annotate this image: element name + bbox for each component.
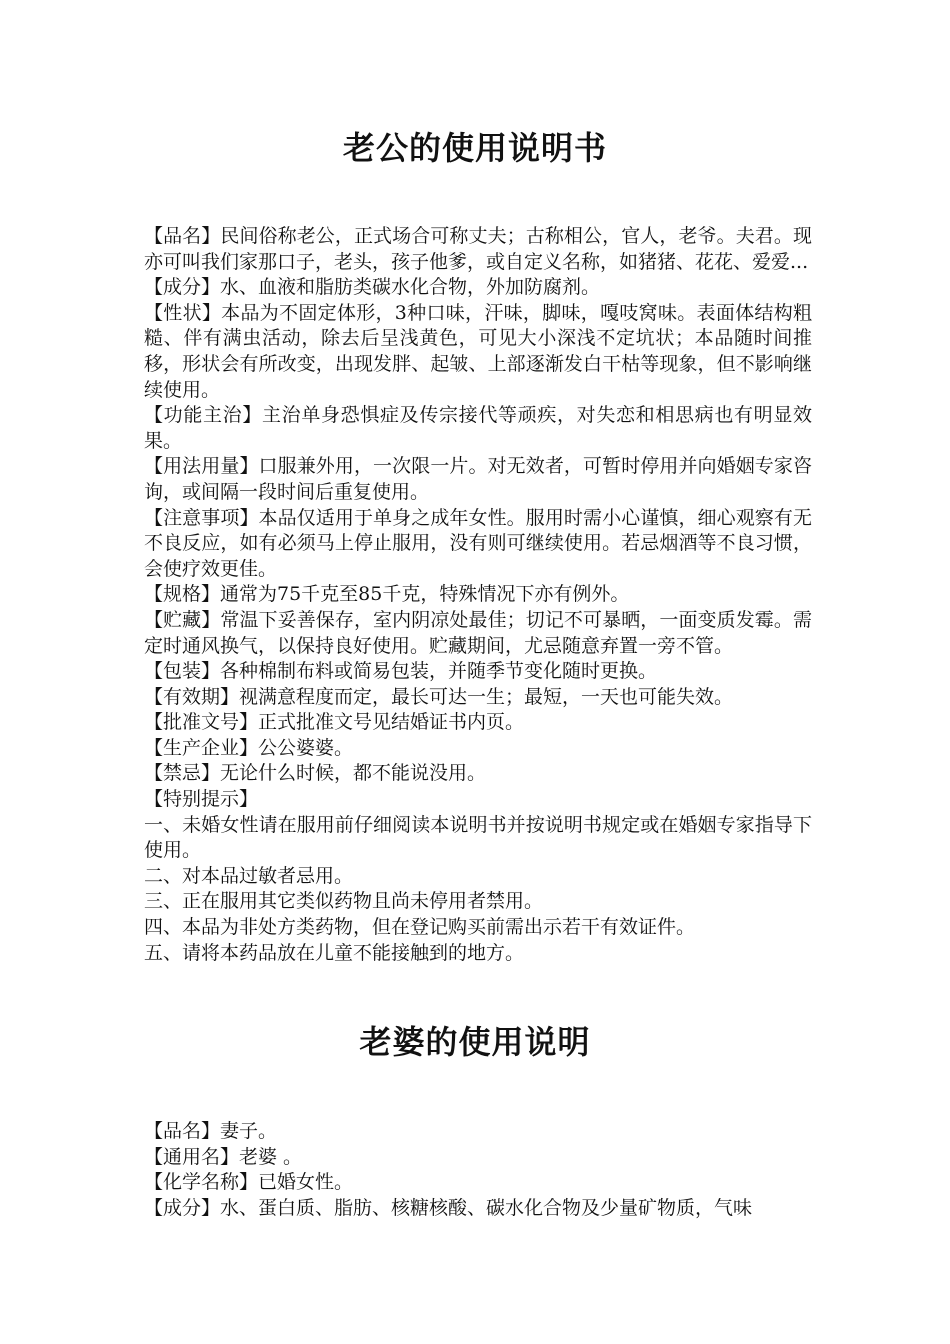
paragraph-notice-4: 四、本品为非处方类药物，但在登记购买前需出示若干有效证件。 (144, 916, 696, 939)
paragraph-dosage: 【用法用量】口服兼外用，一次限一片。对无效者，可暂时停用并向婚姻专家咨询，或间隔一段时间后重复使用。 (144, 455, 812, 503)
paragraph-product-name: 【品名】妻子。 (144, 1120, 278, 1142)
husband-manual-title: 老公的使用说明书 (342, 129, 607, 167)
paragraph-packaging: 【包装】各种棉制布料或简易包装，并随季节变化随时更换。 (144, 660, 658, 683)
paragraph-notice-5: 五、请将本药品放在儿童不能接触到的地方。 (144, 941, 525, 964)
paragraph-properties: 【性状】本品为不固定体形，3种口味，汗味，脚味，嘎吱窝味。表面体结构粗糙、伴有满虫活动，除去后呈浅黄色，可见大小深浅不定坑状；本品随时间推移，形状会有所改变，出现发胖、起皱、上部逐渐发白干枯等现象，但不影响继续使用。 (144, 301, 812, 401)
husband-manual-body (144, 224, 812, 966)
paragraph-approval-number: 【批准文号】正式批准文号见结婚证书内页。 (144, 711, 525, 734)
paragraph-storage: 【贮藏】常温下妥善保存，室内阴凉处最佳；切记不可暴晒，一面变质发霉。需定时通风换气，以保持良好使用。贮藏期间，尤忌随意弃置一旁不管。 (144, 608, 812, 657)
paragraph-contraindications: 【禁忌】无论什么时候，都不能说没用。 (144, 762, 487, 785)
paragraph-validity: 【有效期】视满意程度而定，最长可达一生；最短，一天也可能失效。 (144, 685, 734, 708)
wife-manual-title: 老婆的使用说明 (359, 1023, 591, 1061)
paragraph-indications: 【功能主治】主治单身恐惧症及传宗接代等顽疾，对失恋和相思病也有明显效果。 (144, 404, 812, 452)
paragraph-specification: 【规格】通常为75千克至85千克，特殊情况下亦有例外。 (144, 583, 630, 606)
paragraph-notice-3: 三、正在服用其它类似药物且尚未停用者禁用。 (144, 890, 544, 913)
paragraph-common-name: 【通用名】老婆 。 (144, 1145, 303, 1168)
paragraph-chemical-name: 【化学名称】已婚女性。 (144, 1171, 354, 1194)
paragraph-ingredients: 【成分】水、血液和脂肪类碳水化合物，外加防腐剂。 (144, 276, 601, 299)
paragraph-notice-2: 二、对本品过敏者忌用。 (144, 864, 354, 887)
paragraph-ingredients: 【成分】水、蛋白质、脂肪、核糖核酸、碳水化合物及少量矿物质，气味 (144, 1196, 753, 1219)
paragraph-precautions: 【注意事项】本品仅适用于单身之成年女性。服用时需小心谨慎，细心观察有无不良反应，如有必须马上停止服用，没有则可继续使用。若忌烟酒等不良习惯，会使疗效更佳。 (144, 506, 812, 580)
paragraph-notice-1: 一、未婚女性请在服用前仔细阅读本说明书并按说明书规定或在婚姻专家指导下使用。 (144, 813, 812, 862)
wife-manual-body (144, 1119, 812, 1221)
paragraph-product-name: 【品名】民间俗称老公，正式场合可称丈夫；古称相公，官人，老爷。夫君。现亦可叫我们家那口子，老头，孩子他爹，或自定义名称，如猪猪、花花、爱爱... (144, 225, 812, 273)
paragraph-manufacturer: 【生产企业】公公婆婆。 (144, 736, 354, 759)
paragraph-special-notice-heading: 【特别提示】 (144, 788, 259, 811)
